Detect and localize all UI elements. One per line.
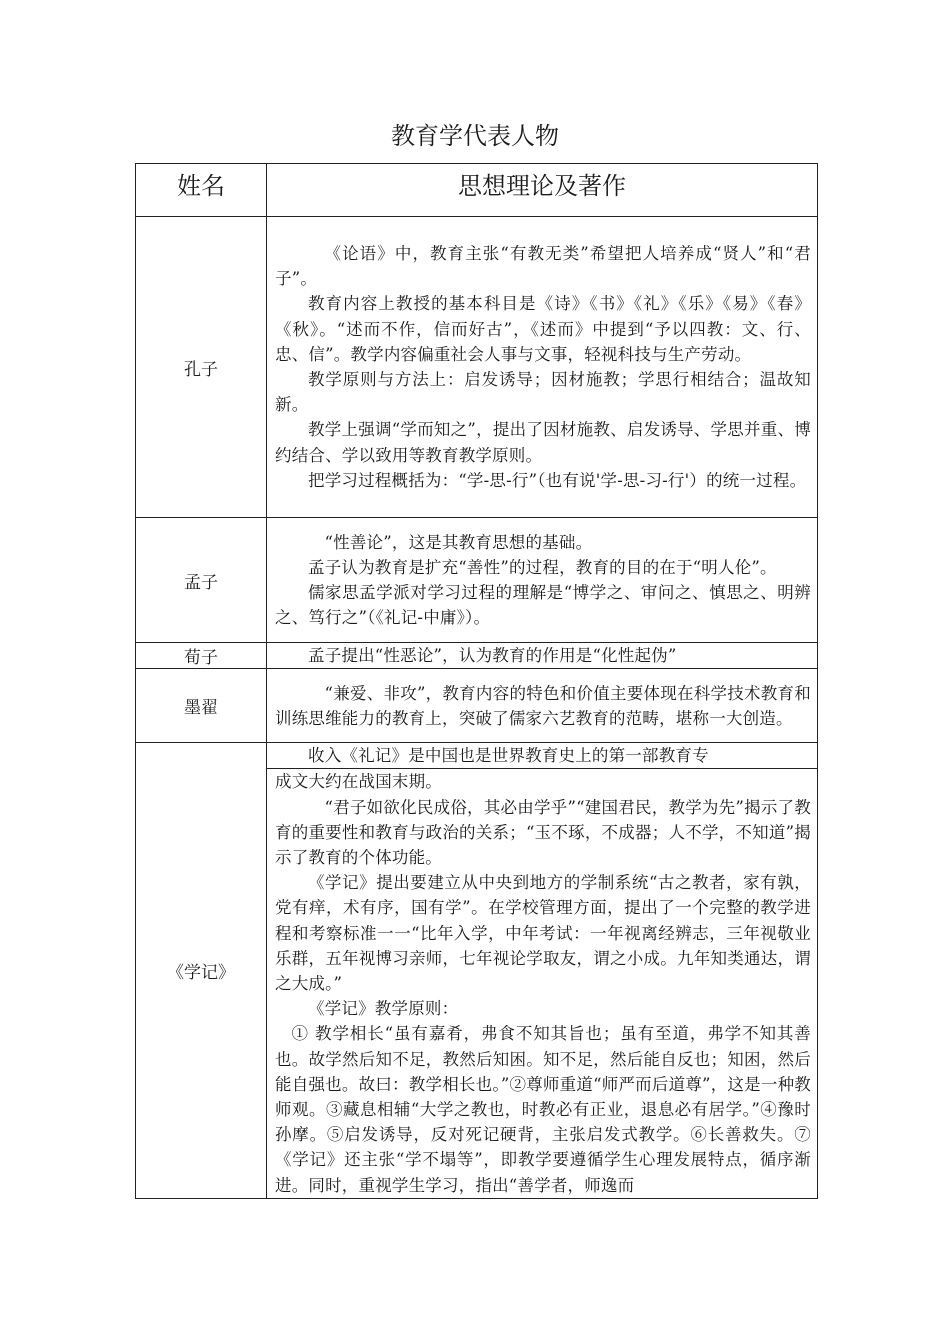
name-cell: 荀子 (136, 643, 267, 669)
paragraph: 教学原则与方法上：启发诱导；因材施教；学思行相结合；温故知新。 (275, 370, 811, 415)
table-header-row (136, 164, 818, 217)
name-cell: 《学记》 (136, 743, 267, 1199)
paragraph: “兼爱、非攻”，教育内容的特色和价值主要体现在科学技术教育和训练思维能力的教育上，突破了儒家六艺教育的范畴，堪称一大创造。 (275, 683, 811, 728)
table-row-kongzi (136, 217, 818, 518)
paragraph: ① 教学相长“虽有嘉肴，弗食不知其旨也；虽有至道，弗学不知其善也。故学然后知不足，教然后知困。知不足，然后能自反也；知困，然后能自强也。故曰：教学相长也。”②尊师重道“师严而后道尊”，这是一种教师观。③藏息相辅“大学之教也，时教必有正业，退息必有居学。”④豫时孙摩。⑤启发诱导，反对死记硬背，主张启发式教学。⑥长善救失。⑦《学记》还主张“学不塌等”，即教学要遵循学生心理发展特点，循序渐进。同时，重视学生学习，指出“善学者，师逸而 (275, 1024, 811, 1195)
paragraph: 教育内容上教授的基本科目是《诗》《书》《礼》《乐》《易》《春》《秋》。“述而不作，信而好古”，《述而》中提到“予以四教：文、行、忠、信”。教学内容偏重社会人事与文事，轻视科技与生产劳动。 (275, 294, 811, 364)
theory-cell (267, 217, 818, 518)
paragraph: 收入《礼记》是中国也是世界教育史上的第一部教育专 (308, 746, 709, 766)
paragraph: 孟子提出“性恶论”，认为教育的作用是“化性起伪” (308, 646, 677, 665)
paragraph: 孟子认为教育是扩充“善性”的过程，教育的目的在于“明人伦”。 (308, 557, 777, 577)
name-cell: 孟子 (136, 518, 267, 643)
theory-cell (267, 518, 818, 643)
figures-table (135, 163, 818, 1199)
paragraph: 儒家思孟学派对学习过程的理解是“博学之、审问之、慎思之、明辨之、笃行之”（《礼记-中庸》）。 (275, 583, 811, 628)
table-row-mozi (136, 669, 818, 743)
page-title: 教育学代表人物 (391, 122, 559, 150)
header-name: 姓名 (136, 164, 267, 217)
paragraph: 教学上强调“学而知之”，提出了因材施教、启发诱导、学思并重、博约结合、学以致用等教育教学原则。 (275, 420, 811, 465)
paragraph: 把学习过程概括为：“学-思-行”（也有说'学-思-习-行'）的统一过程。 (308, 470, 807, 490)
table-row-mengzi (136, 518, 818, 643)
paragraph: “君子如欲化民成俗，其必由学乎”“建国君民，教学为先”揭示了教育的重要性和教育与政治的关系；“玉不琢，不成器；人不学，不知道”揭示了教育的个体功能。 (275, 797, 811, 868)
paragraph: 《论语》中，教育主张“有教无类”希望把人培养成“贤人”和“君子”。 (275, 243, 811, 289)
paragraph: 《学记》教学原则： (308, 999, 459, 1019)
table-row-xueji (136, 743, 818, 769)
table-row-xunzi (136, 643, 818, 669)
theory-cell (267, 643, 818, 669)
theory-cell (267, 669, 818, 743)
paragraph: 《学记》提出要建立从中央到地方的学制系统“古之教者，家有孰，党有痒，术有序，国有学”。在学校管理方面，提出了一个完整的教学进程和考察标准一一“比年入学，中年考试：一年视离经辨志，三年视敬业乐群，五年视博习亲师，七年视论学取友，谓之小成。九年知类通达，谓之大成。” (275, 873, 811, 994)
paragraph: “性善论”，这是其教育思想的基础。 (324, 532, 593, 552)
theory-cell-first-line (267, 743, 818, 769)
theory-cell (267, 769, 818, 1198)
name-cell: 墨翟 (136, 669, 267, 743)
paragraph: 成文大约在战国末期。 (275, 772, 442, 792)
name-cell: 孔子 (136, 217, 267, 518)
header-theory: 思想理论及著作 (267, 164, 818, 217)
